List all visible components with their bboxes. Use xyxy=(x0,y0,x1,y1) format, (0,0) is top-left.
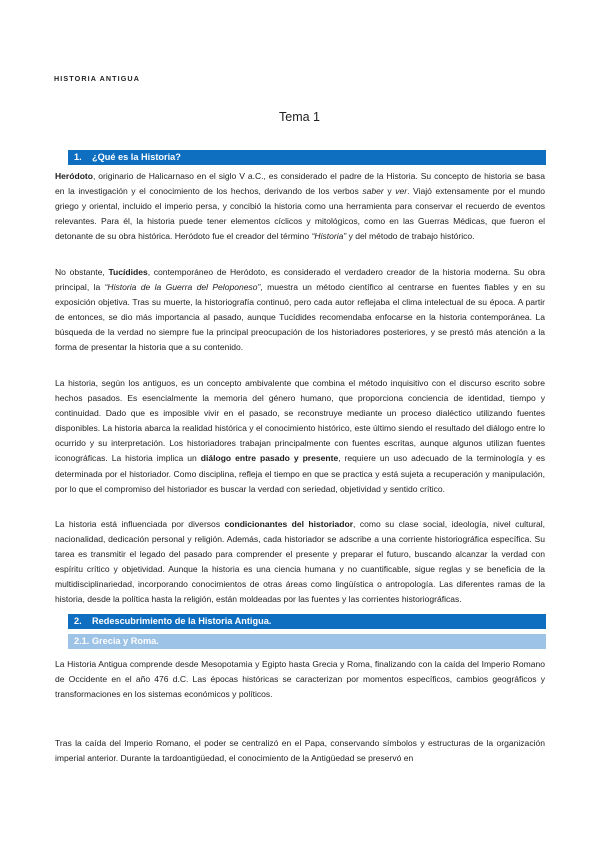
document-title: Tema 1 xyxy=(279,110,320,124)
paragraph-text: , originario de Halicarnaso en el siglo V a.C., es considerado el padre de la Historia. Su concepto de historia se basa en la investigación y el conocimiento de los hechos, derivando de los verbos xyxy=(55,171,545,197)
paragraph-text: La Historia Antigua comprende desde Mesopotamia y Egipto hasta Grecia y Roma, finalizando con la caída del Imperio Romano de Occidente en el año 476 d.C. Las épocas históricas se caracterizan por momentos específicos, cambios geográficos y transformaciones en los sistemas económicos y políticos. xyxy=(55,659,545,700)
section-title: Redescubrimiento de la Historia Antigua. xyxy=(92,616,272,626)
paragraph-tucidides xyxy=(55,265,545,356)
section-heading-2 xyxy=(68,614,546,629)
paragraph-text: Tras la caída del Imperio Romano, el poder se centralizó en el Papa, conservando símbolos y estructuras de la organización imperial anterior. Durante la tardoantigüedad, el conocimiento de la Antigüedad se preservó en xyxy=(55,738,545,764)
paragraph-historia-antigua xyxy=(55,657,545,702)
italic-term: “Historia de la Guerra del Peloponeso” xyxy=(104,282,261,293)
paragraph-text: , requiere un uso adecuado de la terminología y es determinada por el historiador. Como disciplina, refleja el tiempo en que se practica y está sujeta a recuperación y manipulación, por lo que el compromiso del historiador es buscar la verdad con seriedad, objetividad y sentido crítico. xyxy=(55,453,545,494)
section-title: ¿Qué es la Historia? xyxy=(92,152,181,162)
paragraph-text: y xyxy=(383,186,396,197)
subsection-title: 2.1. Grecia y Roma. xyxy=(74,636,159,646)
italic-term: ver xyxy=(395,186,408,197)
paragraph-text: , muestra un método científico al centrarse en fuentes fiables y en su exposición objetiva. Tras su muerte, la historiografía continuó, pero cada autor reflejaba el clima intelectual de su época. A partir de entonces, se dio más importancia al pasado, aunque Tucídides recomendaba enfocarse en la historia contemporánea. La búsqueda de la verdad no siempre fue la principal preocupación de los historiadores posteriores, y se prestó más atención a la forma de presentar la historia que a su contenido. xyxy=(55,282,545,353)
subsection-heading-2-1 xyxy=(68,634,546,649)
paragraph-condicionantes xyxy=(55,517,545,608)
paragraph-concepto-historia xyxy=(55,376,545,497)
paragraph-text: , contemporáneo de Heródoto, es considerado el verdadero creador de la historia moderna. Su obra principal, la xyxy=(55,267,545,293)
bold-term: Heródoto xyxy=(55,171,93,181)
paragraph-caida-imperio xyxy=(55,736,545,766)
italic-term: saber xyxy=(362,186,384,197)
paragraph-text: La historia está influenciada por diversos xyxy=(55,519,225,529)
bold-term: Tucídides xyxy=(108,267,148,277)
section-number: 1. xyxy=(74,152,82,162)
italic-term: “Historia” xyxy=(311,231,347,242)
paragraph-text: No obstante, xyxy=(55,267,109,277)
paragraph-herodoto xyxy=(55,169,545,244)
bold-term: diálogo entre pasado y presente xyxy=(200,453,339,464)
running-header: HISTORIA ANTIGUA xyxy=(54,74,141,83)
section-heading-1 xyxy=(68,150,546,165)
paragraph-text: . Viajó extensamente por el mundo griego y oriental, incluido el imperio persa, y concibió la historia como una herramienta para conservar el recuerdo de eventos relevantes. Para él, la historia puede tener elementos cíclicos y mitológicos, como en las Guerras Médicas, que fueron el detonante de su obra histórica. Heródoto fue el creador del término xyxy=(55,186,546,242)
paragraph-text: , como su clase social, ideología, nivel cultural, nacionalidad, dedicación personal y religión. Además, cada historiador se adscribe a una corriente historiográfica específica. Su tarea es transmitir el legado del pasado para comprender el presente y preparar el futuro, buscando alcanzar la verdad con espíritu crítico y objetividad. Aunque la historia es una ciencia humana y no cuantificable, sigue reglas y se beneficia de la multidisciplinariedad, incorporando conocimientos de otras áreas como lingüística o antropología. Las diferentes ramas de la historia, desde la política hasta la religión, están moldeadas por las fuentes y las corrientes historiográficas. xyxy=(55,519,545,605)
paragraph-text: y del método de trabajo histórico. xyxy=(346,231,475,242)
section-number: 2. xyxy=(74,616,82,626)
bold-term: condicionantes del historiador xyxy=(224,519,354,529)
paragraph-text: La historia, según los antiguos, es un concepto ambivalente que combina el método inquisitivo con el discurso escrito sobre hechos pasados. Es esencialmente la memoria del género humano, que proporciona conciencia de identidad, tiempo y continuidad. Dado que es imposible vivir en el pasado, se reconstruye mediante un proceso dialéctico utilizando fuentes disponibles. La historia abarca la realidad histórica y el conocimiento histórico, este último siendo el resultado del diálogo entre lo ocurrido y su interpretación. Los historiadores trabajan principalmente con fuentes escritas, aunque algunos utilizan fuentes iconográficas. La historia implica un xyxy=(55,378,545,464)
